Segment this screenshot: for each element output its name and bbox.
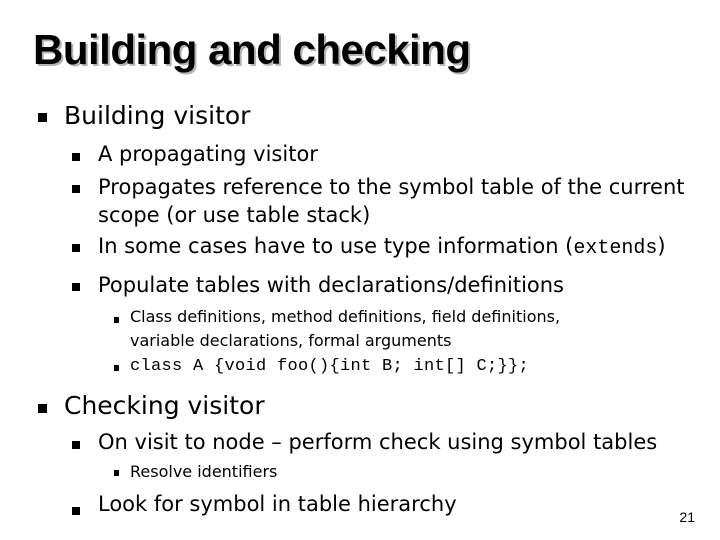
- bullet-square-icon: [114, 470, 119, 476]
- list-item-lookup: Look for symbol in table hierarchy: [98, 492, 457, 516]
- building-visitor-heading: Building visitor: [64, 101, 251, 130]
- bullet-square-icon: [114, 365, 119, 371]
- sub-item-resolve: Resolve identifiers: [130, 462, 278, 481]
- bullet-square-icon: [72, 185, 80, 193]
- list-item-type-info: [98, 232, 666, 263]
- extends-keyword: extends: [573, 237, 658, 260]
- bullet-square-icon: [72, 244, 80, 252]
- slide-title: Building and checking: [33, 26, 471, 73]
- bullet-square-icon: [38, 113, 47, 122]
- page-number: 21: [679, 509, 695, 525]
- list-item-propagates-line2: scope (or use table stack): [98, 203, 371, 227]
- type-info-text: In some cases have to use type information (: [98, 234, 574, 258]
- list-item-populate: Populate tables with declarations/definitions: [98, 273, 564, 297]
- bullet-square-icon: [114, 317, 119, 323]
- type-info-close: ): [657, 234, 666, 258]
- checking-visitor-heading: Checking visitor: [64, 391, 265, 420]
- list-item-on-visit: On visit to node – perform check using symbol tables: [98, 430, 658, 454]
- list-item-propagating: A propagating visitor: [98, 142, 318, 166]
- bullet-square-icon: [72, 441, 80, 449]
- bullet-square-icon: [72, 507, 80, 515]
- list-item-propagates-line1: Propagates reference to the symbol table of the current: [98, 175, 685, 199]
- bullet-square-icon: [72, 283, 80, 291]
- bullet-square-icon: [72, 153, 80, 161]
- sub-item-class-defs-line1: Class definitions, method definitions, field definitions,: [130, 307, 561, 326]
- sub-item-code-example: class A {void foo(){int B; int[] C;}};: [130, 357, 530, 376]
- bullet-square-icon: [38, 404, 47, 413]
- sub-item-class-defs-line2: variable declarations, formal arguments: [130, 331, 452, 350]
